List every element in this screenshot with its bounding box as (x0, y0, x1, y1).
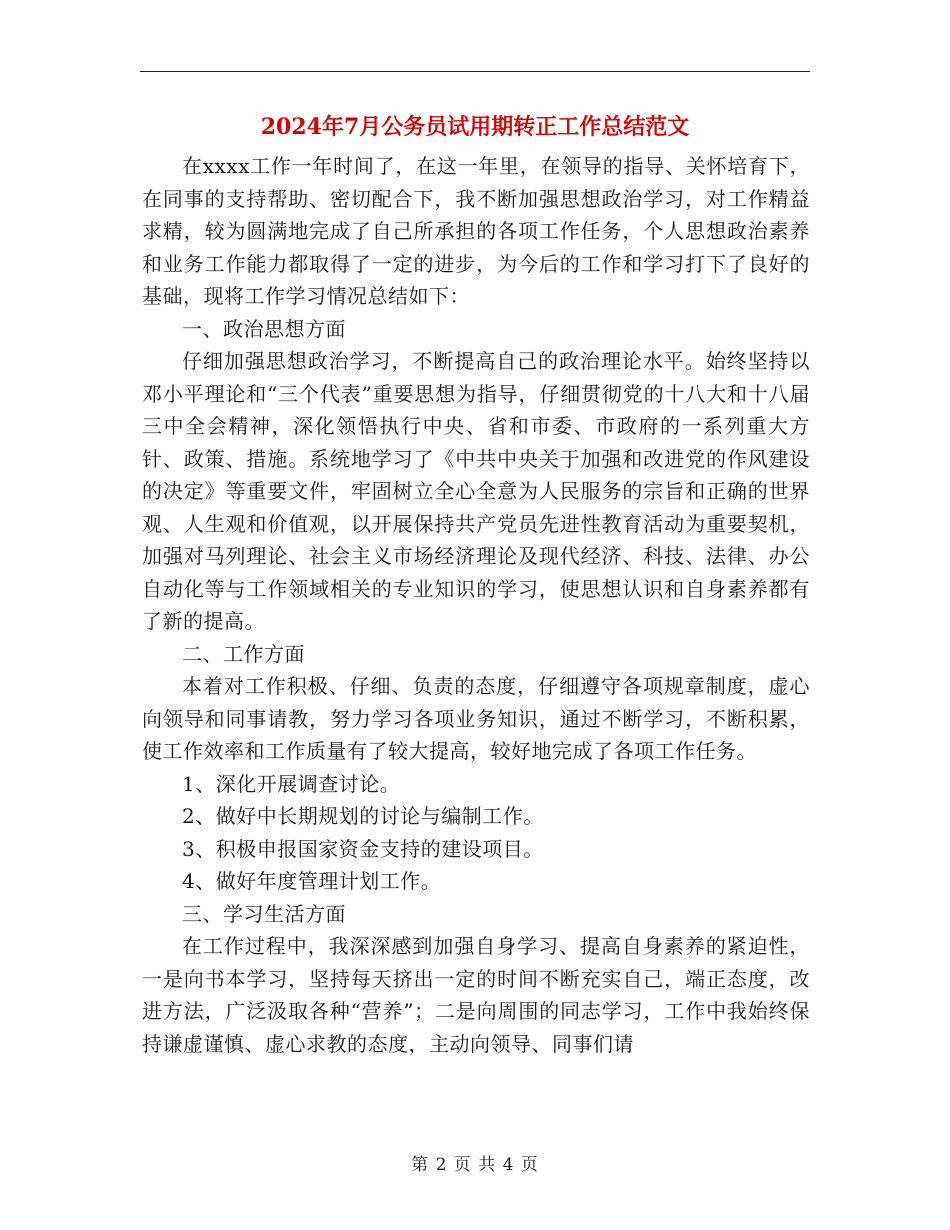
list-item-4: 4、做好年度管理计划工作。 (182, 869, 442, 893)
document-title: 2024年7月公务员试用期转正工作总结范文 (260, 114, 690, 140)
paragraph-study: 在工作过程中，我深深感到加强自身学习、提高自身素养的紧迫性，一是向书本学习，坚持每天挤出一定的时间不断充实自己，端正态度，改进方法，广泛汲取各种“营养”；二是向周围的同志学习，工作中我始终保持谦虚谨慎、虚心求教的态度，主动向领导、同事们请 (142, 934, 810, 1056)
list-item-2: 2、做好中长期规划的讨论与编制工作。 (182, 804, 544, 828)
section-heading-work: 二、工作方面 (182, 641, 305, 666)
section-heading-politics: 一、政治思想方面 (182, 316, 346, 341)
paragraph-intro: 在xxxx工作一年时间了，在这一年里，在领导的指导、关怀培育下，在同事的支持帮助、密切配合下，我不断加强思想政治学习，对工作精益求精，较为圆满地完成了自己所承担的各项工作任务，个人思想政治素养和业务工作能力都取得了一定的进步，为今后的工作和学习打下了良好的基础，现将工作学习情况总结如下： (142, 154, 810, 308)
paragraph-politics: 仔细加强思想政治学习，不断提高自己的政治理论水平。始终坚持以邓小平理论和“三个代表”重要思想为指导，仔细贯彻党的十八大和十八届三中全会精神，深化领悟执行中央、省和市委、市政府的一系列重大方针、政策、措施。系统地学习了《中共中央关于加强和改进党的作风建设的决定》等重要文件，牢固树立全心全意为人民服务的宗旨和正确的世界观、人生观和价值观，以开展保持共产党员先进性教育活动为重要契机，加强对马列理论、社会主义市场经济理论及现代经济、科技、法律、办公自动化等与工作领域相关的专业知识的学习，使思想认识和自身素养都有了新的提高。 (142, 349, 810, 633)
list-item-3: 3、积极申报国家资金支持的建设项目。 (182, 836, 544, 861)
list-item-1: 1、深化开展调查讨论。 (182, 771, 401, 796)
document-body (142, 150, 810, 1060)
section-heading-study: 三、学习生活方面 (182, 901, 346, 926)
header-rule (140, 71, 810, 72)
page-number: 第 2 页 共 4 页 (411, 1155, 539, 1175)
paragraph-work: 本着对工作积极、仔细、负责的态度，仔细遵守各项规章制度，虚心向领导和同事请教，努力学习各项业务知识，通过不断学习，不断积累，使工作效率和工作质量有了较大提高，较好地完成了各项工作任务。 (142, 674, 810, 763)
